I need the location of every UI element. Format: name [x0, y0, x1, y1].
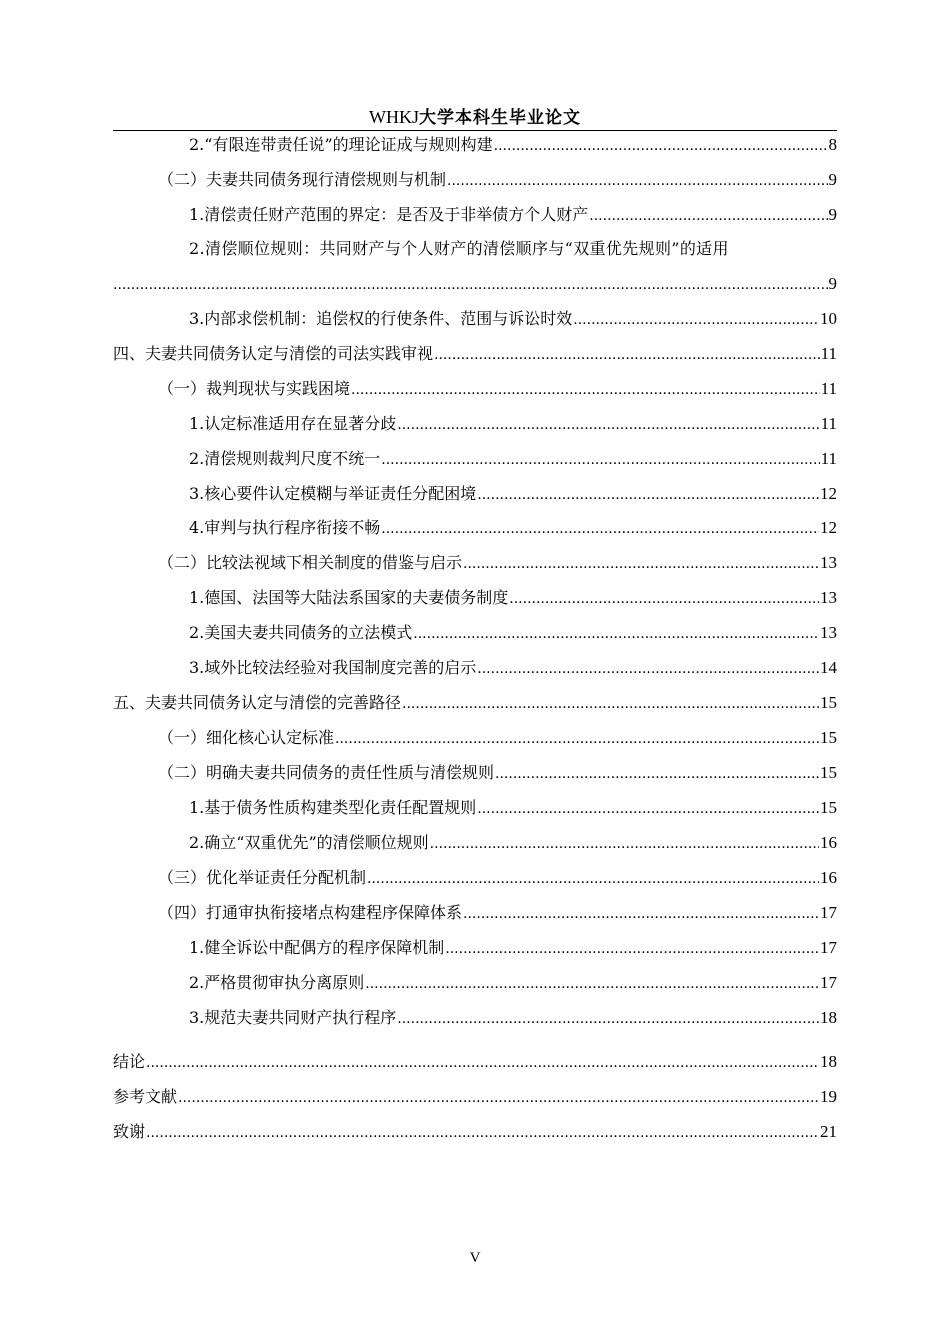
- page-number-footer: V: [469, 1250, 481, 1266]
- toc-entry[interactable]: [113, 1049, 837, 1073]
- toc-entry[interactable]: [189, 515, 837, 539]
- toc-entry[interactable]: [158, 167, 837, 191]
- toc-entry[interactable]: [113, 1119, 837, 1143]
- toc-entry[interactable]: [189, 830, 837, 854]
- toc-entry-continuation[interactable]: [113, 271, 837, 295]
- toc-dot-leader: [365, 972, 819, 994]
- toc-entry-title: （一）细化核心认定标准: [158, 728, 335, 747]
- toc-entry-title: 1.基于债务性质构建类型化责任配置规则: [189, 798, 477, 817]
- toc-entry[interactable]: [189, 655, 837, 679]
- toc-dot-leader: [146, 1051, 819, 1073]
- toc-entry-title: 4.审判与执行程序衔接不畅: [189, 518, 381, 537]
- toc-page-number: 13: [820, 553, 837, 572]
- toc-dot-leader: [413, 622, 819, 644]
- toc-entry-title: （三）优化举证责任分配机制: [158, 868, 367, 887]
- toc-entry-title: 2.“有限连带责任说”的理论证成与规则构建: [189, 135, 493, 154]
- toc-dot-leader: [477, 797, 819, 819]
- toc-entry-title: （二）夫妻共同债务现行清偿规则与机制: [158, 170, 447, 189]
- toc-page-number: 11: [820, 379, 837, 398]
- toc-entry[interactable]: [113, 690, 837, 714]
- toc-page-number: 17: [820, 938, 837, 957]
- toc-entry[interactable]: [158, 725, 837, 749]
- toc-dot-leader: [463, 552, 819, 574]
- toc-entry-title: 2.确立“双重优先”的清偿顺位规则: [189, 833, 429, 852]
- toc-entry[interactable]: [189, 202, 837, 226]
- toc-dot-leader: [434, 343, 820, 365]
- toc-page-number: 11: [820, 344, 837, 363]
- toc-page-number: 9: [828, 274, 837, 293]
- toc-entry[interactable]: [113, 1084, 837, 1108]
- toc-page-number: 10: [820, 309, 837, 328]
- toc-entry-title: 结论: [113, 1052, 146, 1071]
- toc-page-number: 17: [820, 973, 837, 992]
- toc-page-number: 13: [820, 623, 837, 642]
- toc-entry[interactable]: [189, 446, 837, 470]
- toc-dot-leader: [178, 1086, 819, 1108]
- toc-dot-leader: [381, 448, 819, 470]
- toc-page-number: 11: [820, 449, 837, 468]
- toc-dot-leader: [335, 727, 819, 749]
- toc-entry-title: 2.美国夫妻共同债务的立法模式: [189, 623, 413, 642]
- toc-dot-leader: [367, 867, 819, 889]
- toc-page-number: 15: [820, 693, 837, 712]
- toc-entry[interactable]: [189, 1005, 837, 1029]
- toc-page-number: 11: [820, 414, 837, 433]
- toc-page-number: 16: [820, 833, 837, 852]
- toc-dot-leader: [509, 587, 819, 609]
- toc-page-number: 9: [828, 205, 837, 224]
- toc-entry-title: 2.清偿顺位规则：共同财产与个人财产的清偿顺序与“双重优先规则”的适用: [189, 239, 729, 258]
- toc-page-number: 15: [820, 763, 837, 782]
- header-university-code: WHKJ: [369, 107, 419, 127]
- toc-entry-title: 1.认定标准适用存在显著分歧: [189, 414, 397, 433]
- toc-dot-leader: [494, 134, 828, 156]
- toc-entry-wrapped[interactable]: [189, 236, 837, 260]
- toc-entry[interactable]: [158, 376, 837, 400]
- toc-page-number: 19: [820, 1087, 837, 1106]
- toc-entry-title: 3.规范夫妻共同财产执行程序: [189, 1008, 397, 1027]
- toc-entry-title: （四）打通审执衔接堵点构建程序保障体系: [158, 903, 463, 922]
- toc-entry-title: 1.德国、法国等大陆法系国家的夫妻债务制度: [189, 588, 509, 607]
- toc-entry-title: （一）裁判现状与实践困境: [158, 379, 351, 398]
- toc-dot-leader: [589, 204, 827, 226]
- toc-entry-title: 2.清偿规则裁判尺度不统一: [189, 449, 381, 468]
- toc-dot-leader: [477, 483, 819, 505]
- toc-entry[interactable]: [189, 935, 837, 959]
- toc-entry-title: （二）明确夫妻共同债务的责任性质与清偿规则: [158, 763, 495, 782]
- toc-entry-title: 3.核心要件认定模糊与举证责任分配困境: [189, 484, 477, 503]
- toc-dot-leader: [381, 517, 819, 539]
- toc-page-number: 16: [820, 868, 837, 887]
- toc-page-number: 14: [820, 658, 837, 677]
- toc-page-number: 15: [820, 798, 837, 817]
- toc-entry-title: 四、夫妻共同债务认定与清偿的司法实践审视: [113, 344, 434, 363]
- header-title: 大学本科生毕业论文: [419, 108, 581, 128]
- toc-dot-leader: [430, 832, 819, 854]
- toc-page-number: 15: [820, 728, 837, 747]
- toc-entry[interactable]: [158, 550, 837, 574]
- toc-page-number: 8: [828, 135, 837, 154]
- toc-entry[interactable]: [158, 760, 837, 784]
- toc-entry[interactable]: [189, 970, 837, 994]
- toc-entry-title: （二）比较法视域下相关制度的借鉴与启示: [158, 553, 463, 572]
- toc-entry[interactable]: [189, 306, 837, 330]
- toc-entry[interactable]: [189, 620, 837, 644]
- toc-entry-title: 3.内部求偿机制：追偿权的行使条件、范围与诉讼时效: [189, 309, 573, 328]
- toc-dot-leader: [113, 273, 828, 295]
- toc-dot-leader: [351, 378, 820, 400]
- toc-dot-leader: [573, 308, 819, 330]
- toc-dot-leader: [495, 762, 819, 784]
- toc-entry[interactable]: [189, 795, 837, 819]
- toc-entry-title: 2.严格贯彻审执分离原则: [189, 973, 365, 992]
- toc-dot-leader: [447, 169, 827, 191]
- toc-page-number: 17: [820, 903, 837, 922]
- toc-entry[interactable]: [158, 865, 837, 889]
- page-header: [113, 104, 837, 131]
- toc-dot-leader: [477, 657, 819, 679]
- toc-entry-title: 1.清偿责任财产范围的界定：是否及于非举债方个人财产: [189, 205, 589, 224]
- toc-page-number: 12: [820, 484, 837, 503]
- toc-entry[interactable]: [189, 411, 837, 435]
- toc-page-number: 9: [828, 170, 837, 189]
- toc-entry[interactable]: [189, 132, 837, 156]
- toc-entry[interactable]: [189, 481, 837, 505]
- toc-entry-title: 致谢: [113, 1122, 146, 1141]
- toc-dot-leader: [146, 1121, 819, 1143]
- toc-dot-leader: [402, 692, 819, 714]
- toc-dot-leader: [445, 937, 819, 959]
- toc-page-number: 13: [820, 588, 837, 607]
- toc-page-number: 21: [820, 1122, 837, 1141]
- toc-page-number: 18: [820, 1008, 837, 1027]
- toc-page-number: 12: [820, 518, 837, 537]
- toc-dot-leader: [463, 902, 819, 924]
- toc-entry[interactable]: [158, 900, 837, 924]
- toc-entry-title: 五、夫妻共同债务认定与清偿的完善路径: [113, 693, 402, 712]
- toc-entry[interactable]: [113, 341, 837, 365]
- toc-entry-title: 3.域外比较法经验对我国制度完善的启示: [189, 658, 477, 677]
- toc-entry-title: 参考文献: [113, 1087, 178, 1106]
- toc-entry-title: 1.健全诉讼中配偶方的程序保障机制: [189, 938, 445, 957]
- toc-dot-leader: [397, 413, 819, 435]
- toc-page-number: 18: [820, 1052, 837, 1071]
- toc-entry[interactable]: [189, 585, 837, 609]
- toc-dot-leader: [397, 1007, 819, 1029]
